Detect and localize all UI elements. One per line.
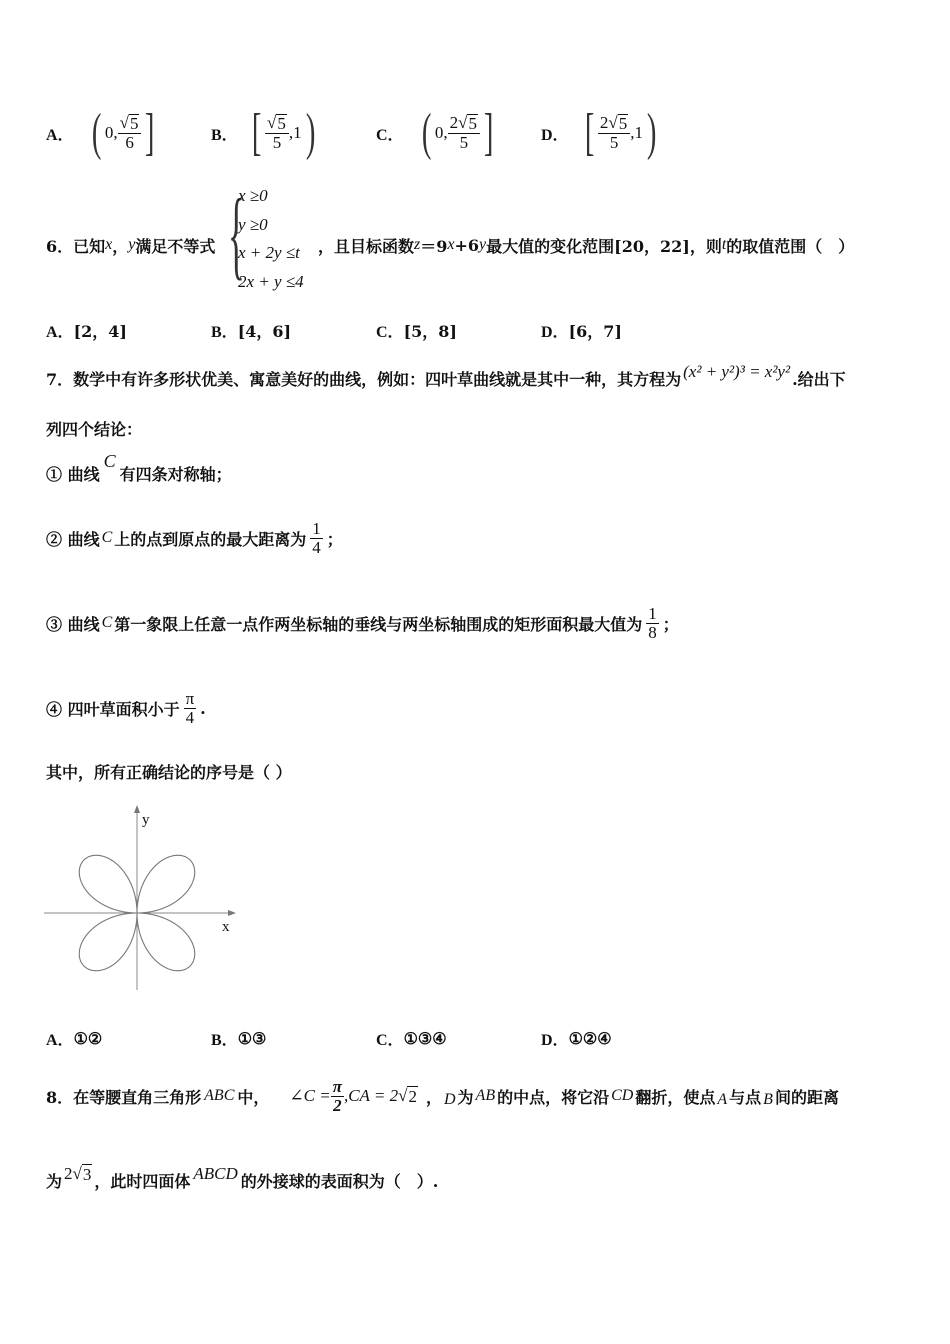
left-bracket: ( <box>91 104 101 161</box>
q8-stem-line1: 8．在等腰直角三角形 ABC 中， ∠C = $\frac{\pi}{2}$ ,CA = 2 √ 2 ， D 为 AB 的中点，将它沿 CD 翻折，使点 A 与点 B 间的距离 <box>46 1076 839 1115</box>
option-letter: B． <box>211 126 238 144</box>
q5-option-c[interactable] <box>376 105 497 161</box>
right-bracket: ) <box>305 104 316 161</box>
inequality-2: y ≥0 <box>238 215 268 234</box>
q5-option-b[interactable] <box>211 105 319 161</box>
q5-option-a[interactable] <box>46 105 159 161</box>
clover-curve-figure <box>40 800 245 995</box>
fraction: √ 5 5 <box>265 114 289 152</box>
fraction: $\frac{\pi}{2}$ <box>332 1076 342 1115</box>
q7-option-a[interactable]: A． ①② <box>46 1028 103 1049</box>
inequality-4: 2x + y ≤4 <box>238 272 304 291</box>
q8-stem-line2: 为 2√ 3 ，此时四面体 ABCD 的外接球的表面积为（ ）. <box>46 1163 439 1191</box>
q6-stem-left: 6．已知 x ， y 满足不等式 <box>46 236 216 256</box>
q7-conclusion-3: ③ 曲线 C 第一象限上任意一点作两坐标轴的垂线与两坐标轴围成的矩形面积最大值为 $\frac{1}{8}$ ； <box>46 603 679 642</box>
x-axis-label: x <box>222 919 230 935</box>
left-bracket: [ <box>584 104 594 161</box>
inequality-system <box>228 178 328 299</box>
left-bracket: ( <box>421 104 431 161</box>
q7-option-d[interactable]: D． ①②④ <box>541 1028 612 1049</box>
clover-equation: (x² + y²)³ = x²y² <box>683 362 791 381</box>
right-bracket: ) <box>646 104 657 161</box>
interval-end: ,1 <box>288 123 302 142</box>
left-bracket: [ <box>251 104 262 161</box>
q6-option-a[interactable]: A． [2，4] <box>46 321 127 341</box>
q7-conclusion-1: ① 曲线 C 有四条对称轴； <box>46 450 232 484</box>
q7-option-c[interactable]: C． ①③④ <box>376 1028 447 1049</box>
q6-option-c[interactable]: C． [5，8] <box>376 321 457 341</box>
q7-conclusion-4: ④ 四叶草面积小于 $\frac{\pi}{4}$ . <box>46 688 206 727</box>
interval-start: 0, <box>104 123 118 142</box>
right-bracket: ] <box>145 104 155 161</box>
q5-option-d[interactable] <box>541 105 660 161</box>
fraction: $\frac{1}{4}$ <box>312 518 321 557</box>
q7-conclusion-2: ② 曲线 C 上的点到原点的最大距离为 $\frac{1}{4}$ ； <box>46 518 343 557</box>
option-letter: D． <box>541 126 569 144</box>
q7-option-b[interactable]: B． ①③ <box>211 1028 267 1049</box>
option-letter: C． <box>376 126 404 144</box>
q7-question: 其中，所有正确结论的序号是（ ） <box>46 762 292 782</box>
option-letter: A． <box>46 126 74 144</box>
q7-stem-line1: 7．数学中有许多形状优美、寓意美好的曲线，例如：四叶草曲线就是其中一种，其方程为 (x² + y²)³ = x²y² .给出下 <box>46 362 846 389</box>
q7-stem-line2: 列四个结论： <box>46 419 143 439</box>
fraction: $\frac{1}{8}$ <box>648 603 657 642</box>
y-axis-label: y <box>142 812 150 828</box>
interval-end: ,1 <box>630 123 643 142</box>
right-bracket: ] <box>483 104 494 161</box>
q6-option-b[interactable]: B． [4，6] <box>211 321 292 341</box>
left-brace: { <box>228 178 245 289</box>
inequality-1: x ≥0 <box>238 186 268 205</box>
x-axis-arrow <box>228 910 236 916</box>
q6-option-d[interactable]: D． [6，7] <box>541 321 622 341</box>
fraction: 2√ 5 5 <box>598 114 630 152</box>
interval-start: 0, <box>434 123 448 142</box>
inequality-3: x + 2y ≤t <box>238 243 300 262</box>
fraction: 2√ 5 5 <box>448 114 480 152</box>
y-axis-arrow <box>134 805 140 813</box>
fraction: $\frac{\pi}{4}$ <box>185 688 195 727</box>
q6-stem-right: ，且目标函数 z ＝9 x +6 y 最大值的变化范围[20，22]，则 t 的取值范围（ ） <box>318 235 855 256</box>
fraction: √ 5 6 <box>118 114 142 152</box>
